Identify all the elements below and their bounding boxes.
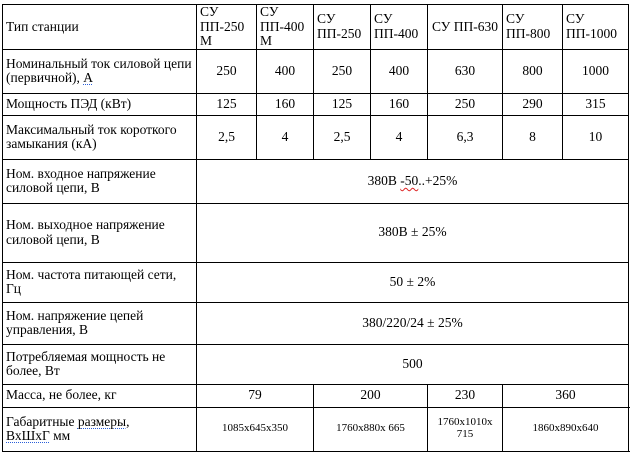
cell-current: 400	[371, 49, 428, 93]
cell-current: 800	[503, 49, 563, 93]
row-dimensions	[3, 407, 629, 451]
cell-dimensions: 1085x645x350	[197, 407, 314, 451]
header-row	[3, 5, 629, 50]
cell-short-circuit: 10	[563, 115, 629, 159]
header-station: СУ ПП-630	[428, 5, 503, 50]
row-output-voltage	[3, 203, 629, 262]
cell-power: 160	[257, 93, 314, 115]
cell-mass: 200	[314, 384, 428, 407]
cell-consumption: 500	[197, 344, 629, 384]
dimensions-label-unit: мм	[53, 428, 71, 444]
row-label-output-voltage: Ном. выходное напряжение силовой цепи, В	[3, 203, 197, 262]
cell-mass: 360	[503, 384, 629, 407]
dimensions-label-word: Габаритные	[6, 413, 75, 429]
cell-output-voltage: 380В ± 25%	[197, 203, 629, 262]
row-short-circuit	[3, 115, 629, 159]
cell-mass: 230	[428, 384, 503, 407]
row-label-current-text: Номинальный ток силовой цепи (первичной),	[6, 55, 192, 86]
cell-short-circuit: 8	[503, 115, 563, 159]
cell-short-circuit: 2,5	[314, 115, 371, 159]
row-control-voltage	[3, 302, 629, 344]
row-input-voltage	[3, 159, 629, 203]
cell-control-voltage: 380/220/24 ± 25%	[197, 302, 629, 344]
row-label-frequency: Ном. частота питающей сети, Гц	[3, 262, 197, 302]
cell-power: 250	[428, 93, 503, 115]
row-frequency	[3, 262, 629, 302]
row-label-short-circuit: Максимальный ток короткого замыкания (кА)	[3, 115, 197, 159]
header-station: СУ ПП-250	[314, 5, 371, 50]
row-label-consumption: Потребляемая мощность не более, Вт	[3, 344, 197, 384]
cell-short-circuit: 2,5	[197, 115, 257, 159]
header-station: СУ ПП-1000	[563, 5, 629, 50]
cell-short-circuit: 4	[371, 115, 428, 159]
cell-dimensions: 1760x1010x 715	[428, 407, 503, 451]
row-label-current-unit: А	[83, 70, 94, 86]
cell-current: 250	[314, 49, 371, 93]
cell-short-circuit: 6,3	[428, 115, 503, 159]
cell-current: 400	[257, 49, 314, 93]
row-label-power: Мощность ПЭД (кВт)	[3, 93, 197, 115]
input-voltage-plus: +25%	[425, 172, 458, 188]
dimensions-label-axes: ВхШхГ	[6, 428, 50, 444]
cell-power: 125	[197, 93, 257, 115]
input-voltage-minus: -50	[400, 172, 419, 188]
cell-current: 1000	[563, 49, 629, 93]
row-label-mass: Масса, не более, кг	[3, 384, 197, 407]
cell-mass: 79	[197, 384, 314, 407]
cell-power: 315	[563, 93, 629, 115]
cell-dimensions: 1860x890x640	[503, 407, 629, 451]
input-voltage-base: 380В	[367, 172, 397, 188]
row-label-control-voltage: Ном. напряжение цепей управления, В	[3, 302, 197, 344]
cell-short-circuit: 4	[257, 115, 314, 159]
cell-frequency: 50 ± 2%	[197, 262, 629, 302]
row-label-input-voltage: Ном. входное напряжение силовой цепи, В	[3, 159, 197, 203]
header-station: СУ ПП-400	[371, 5, 428, 50]
row-label-current	[3, 49, 197, 93]
row-power	[3, 93, 629, 115]
input-voltage-gap: ..	[418, 172, 426, 188]
cell-input-voltage	[197, 159, 629, 203]
row-mass	[3, 384, 629, 407]
cell-power: 160	[371, 93, 428, 115]
header-label: Тип станции	[3, 5, 197, 50]
header-station: СУ ПП-400 М	[257, 5, 314, 50]
cell-current: 250	[197, 49, 257, 93]
row-consumption	[3, 344, 629, 384]
cell-power: 290	[503, 93, 563, 115]
cell-power: 125	[314, 93, 371, 115]
row-current	[3, 49, 629, 93]
row-label-dimensions	[3, 407, 197, 451]
header-station: СУ ПП-250 М	[197, 5, 257, 50]
header-station: СУ ПП-800	[503, 5, 563, 50]
spec-table	[2, 4, 629, 452]
cell-dimensions: 1760x880x 665	[314, 407, 428, 451]
cell-current: 630	[428, 49, 503, 93]
dimensions-label-sizes: размеры,	[77, 413, 130, 429]
